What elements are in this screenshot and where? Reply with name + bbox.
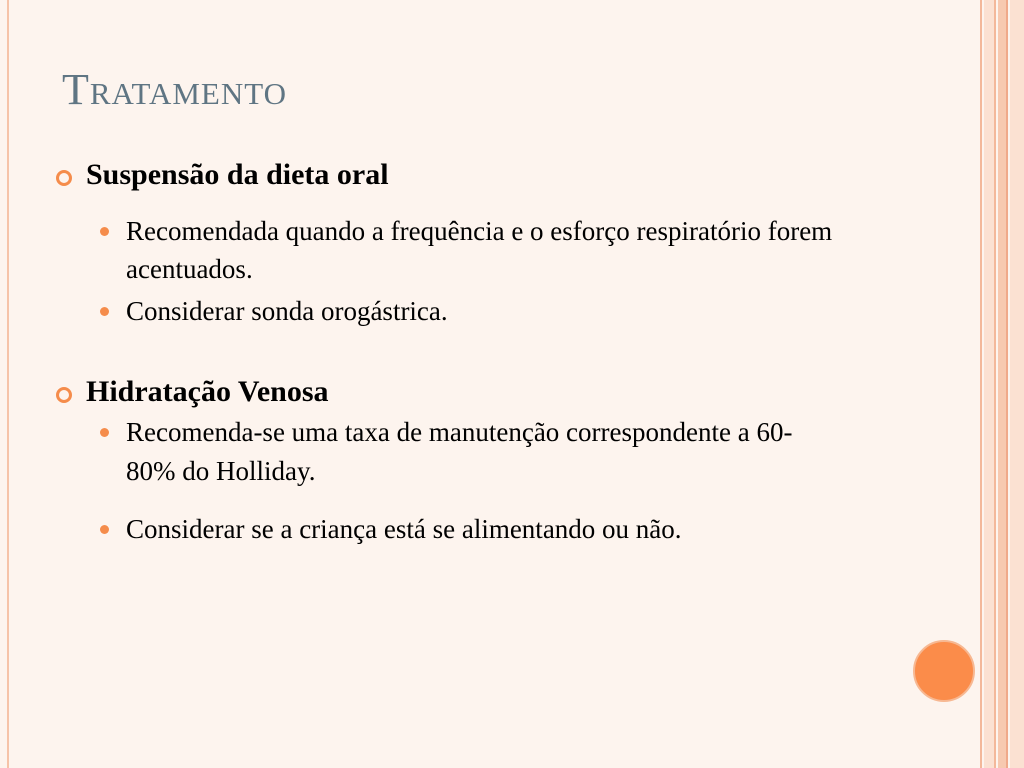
section-heading-dieta xyxy=(52,156,952,194)
list-item xyxy=(52,292,952,331)
list-item-text: Considerar sonda orogástrica. xyxy=(126,296,448,327)
ring-bullet-icon xyxy=(56,387,72,403)
slide-title: Tratamento xyxy=(62,65,287,114)
slide-content xyxy=(52,150,952,549)
dot-bullet-icon xyxy=(100,428,109,437)
stripe xyxy=(998,0,1006,768)
bullet-list xyxy=(52,212,952,332)
section-heading-hidratacao xyxy=(52,373,952,411)
left-border-line xyxy=(7,0,9,768)
dot-bullet-icon xyxy=(100,307,109,316)
orange-circle-icon xyxy=(913,640,975,702)
list-item xyxy=(52,212,886,290)
list-item xyxy=(52,413,826,491)
bullet-list xyxy=(52,413,952,550)
stripe xyxy=(980,0,982,768)
stripe xyxy=(984,0,994,768)
list-item-text: Considerar se a criança está se alimentando ou não. xyxy=(126,514,682,545)
list-item-text: Recomenda-se uma taxa de manutenção correspondente a 60-80% do Holliday. xyxy=(126,416,793,486)
section-heading-text: Hidratação Venosa xyxy=(86,375,329,409)
section-heading-text: Suspensão da dieta oral xyxy=(86,158,389,191)
ring-bullet-icon xyxy=(56,170,72,186)
list-item xyxy=(52,510,952,549)
dot-bullet-icon xyxy=(100,525,109,534)
stripe xyxy=(1006,0,1008,768)
list-item-text: Recomendada quando a frequência e o esforço respiratório forem acentuados. xyxy=(126,215,833,285)
stripe xyxy=(994,0,996,768)
right-decorative-stripes xyxy=(980,0,1024,768)
stripe xyxy=(1010,0,1024,768)
dot-bullet-icon xyxy=(100,227,109,236)
